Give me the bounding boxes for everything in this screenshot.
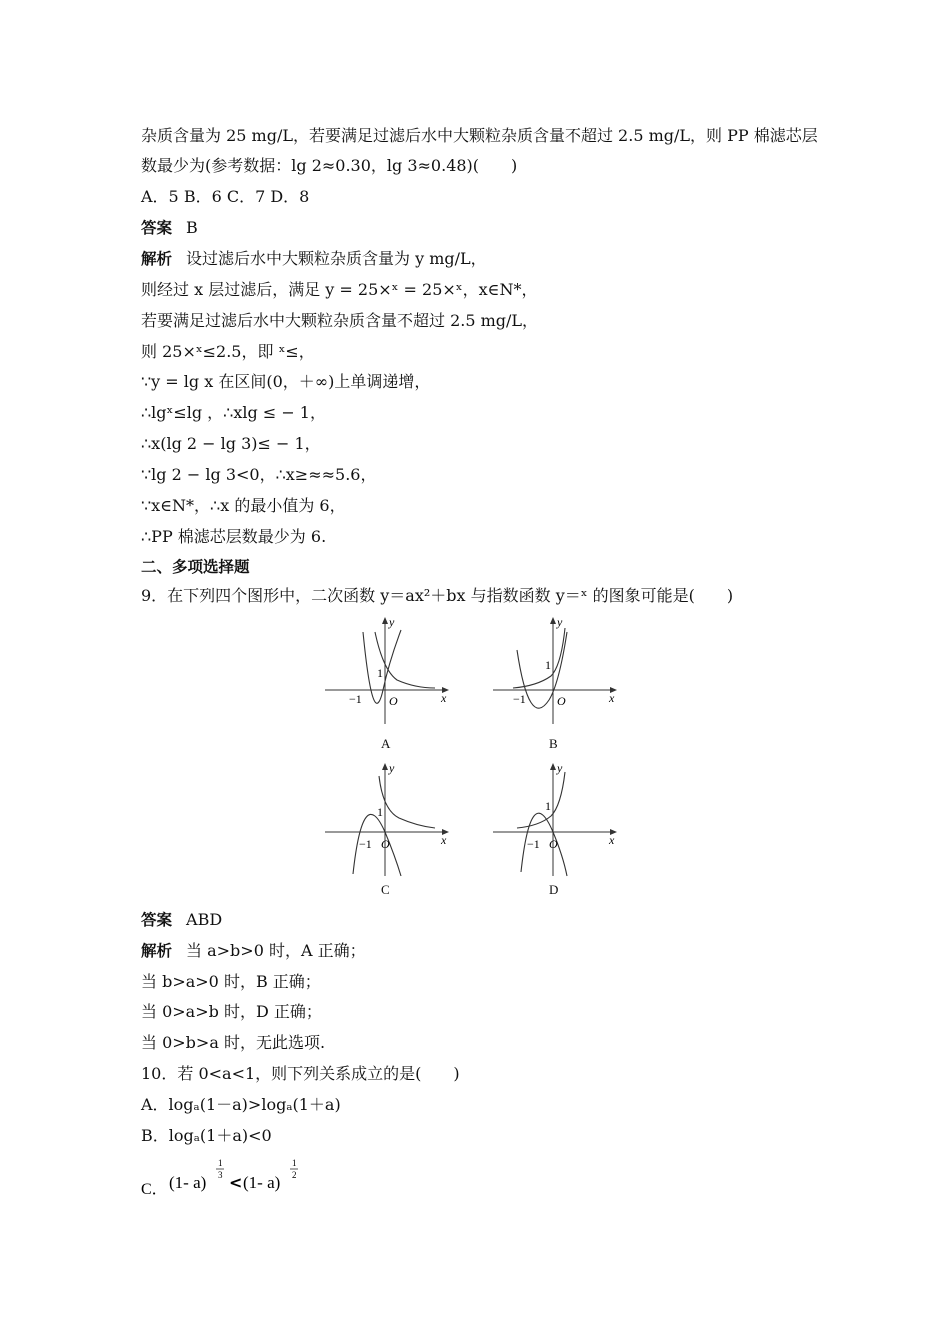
graph-caption: C: [381, 882, 390, 897]
q9-stem: 9．在下列四个图形中，二次函数 y＝ax²＋bx 与指数函数 y＝ˣ 的图象可能是( ): [141, 586, 734, 605]
exponential-curve: [517, 772, 565, 828]
q9-analysis-first: [141, 941, 366, 961]
analysis-line: 则经过 x 层过滤后，满足 y = 25×ˣ = 25×ˣ，x∈N*，: [141, 280, 538, 299]
one-label: 1: [377, 666, 383, 680]
analysis-line: ∵x∈N*，∴x 的最小值为 6，: [141, 496, 346, 515]
q9-answer: [141, 910, 222, 930]
graph-caption: B: [549, 736, 558, 751]
answer-value: ABD: [186, 910, 223, 929]
graph-b: [493, 614, 623, 751]
origin-label: O: [549, 837, 558, 851]
analysis-line: 若要满足过滤后水中大颗粒杂质含量不超过 2.5 mg/L，: [141, 311, 539, 330]
option-c-label: C．: [141, 1181, 168, 1198]
y-arrow: [550, 763, 556, 770]
analysis-line: 则 25×ˣ≤2.5，即 ˣ≤，: [141, 342, 315, 361]
y-label: y: [557, 761, 563, 775]
x-label: x: [441, 833, 447, 847]
analysis-line: 当 a>b>0 时，A 正确；: [186, 941, 366, 960]
text-line: 数最少为(参考数据：lg 2≈0.30，lg 3≈0.48)( ): [141, 156, 518, 175]
origin-label: O: [381, 837, 390, 851]
q10-stem: 10．若 0<a<1，则下列关系成立的是( ): [141, 1064, 460, 1083]
answer-value: B: [186, 218, 198, 237]
one-label: 1: [545, 658, 551, 672]
less-than-sign: <: [229, 1173, 243, 1192]
analysis-line: 当 0>b>a 时，无此选项.: [141, 1033, 326, 1052]
neg-one-label: −1: [513, 692, 526, 706]
y-arrow: [550, 617, 556, 624]
y-arrow: [382, 617, 388, 624]
x-label: x: [441, 691, 447, 705]
left-exp-num: 1: [218, 1158, 223, 1168]
origin-label: O: [389, 694, 398, 708]
exponential-curve: [375, 632, 435, 688]
x-label: x: [609, 691, 615, 705]
analysis-label: 解析: [141, 250, 173, 268]
analysis-line: ∴x(lg 2 − lg 3)≤ − 1，: [141, 434, 321, 453]
graph-c-svg: [325, 760, 455, 880]
analysis-line: 设过滤后水中大颗粒杂质含量为 y mg/L，: [186, 249, 487, 268]
q10-option-c: [141, 1156, 361, 1204]
exponential-curve: [379, 776, 435, 828]
left-base: (1- a): [169, 1173, 207, 1192]
neg-one-label: −1: [359, 837, 372, 851]
analysis-line: 当 0>a>b 时，D 正确；: [141, 1002, 322, 1021]
q10-option-b: B．logₐ(1＋a)<0: [141, 1126, 272, 1145]
y-arrow: [382, 763, 388, 770]
graph-b-svg: [493, 614, 623, 724]
one-label: 1: [377, 805, 383, 819]
answer-label: 答案: [141, 911, 173, 929]
analysis-line: ∴lgˣ≤lg ，∴xlg ≤ − 1，: [141, 403, 326, 422]
text-line: 杂质含量为 25 mg/L，若要满足过滤后水中大颗粒杂质含量不超过 2.5 mg/L，则 PP 棉滤芯层: [141, 126, 818, 145]
y-label: y: [389, 761, 395, 775]
graph-c: [325, 760, 455, 897]
right-exp-num: 1: [292, 1158, 297, 1168]
q8-answer: [141, 218, 198, 238]
section-title: 二、多项选择题: [141, 558, 250, 576]
analysis-line: ∵y = lg x 在区间(0，＋∞)上单调递增，: [141, 372, 431, 391]
q10-option-a: A．logₐ(1－a)>logₐ(1＋a): [141, 1095, 341, 1114]
analysis-line: ∴PP 棉滤芯层数最少为 6.: [141, 527, 327, 546]
neg-one-label: −1: [349, 692, 362, 706]
answer-label: 答案: [141, 219, 173, 237]
option-c-formula: [141, 1156, 361, 1200]
graph-d: [493, 760, 623, 897]
right-exp-den: 2: [292, 1170, 297, 1180]
q8-analysis-first: [141, 249, 487, 269]
graph-caption: A: [381, 736, 391, 751]
q8-options: A．5 B．6 C．7 D．8: [141, 187, 310, 206]
graph-caption: D: [549, 882, 559, 897]
analysis-line: ∵lg 2 − lg 3<0，∴x≥≈≈5.6，: [141, 465, 377, 484]
neg-one-label: −1: [527, 837, 540, 851]
y-label: y: [389, 615, 395, 629]
left-exp-den: 3: [218, 1170, 223, 1180]
right-base: (1- a): [243, 1173, 281, 1192]
x-label: x: [609, 833, 615, 847]
graph-a-svg: [325, 614, 455, 724]
graph-a: [325, 614, 455, 751]
analysis-line: 当 b>a>0 时，B 正确；: [141, 972, 321, 991]
graph-d-svg: [493, 760, 623, 880]
origin-label: O: [557, 694, 566, 708]
y-label: y: [557, 615, 563, 629]
analysis-label: 解析: [141, 942, 173, 960]
one-label: 1: [545, 799, 551, 813]
